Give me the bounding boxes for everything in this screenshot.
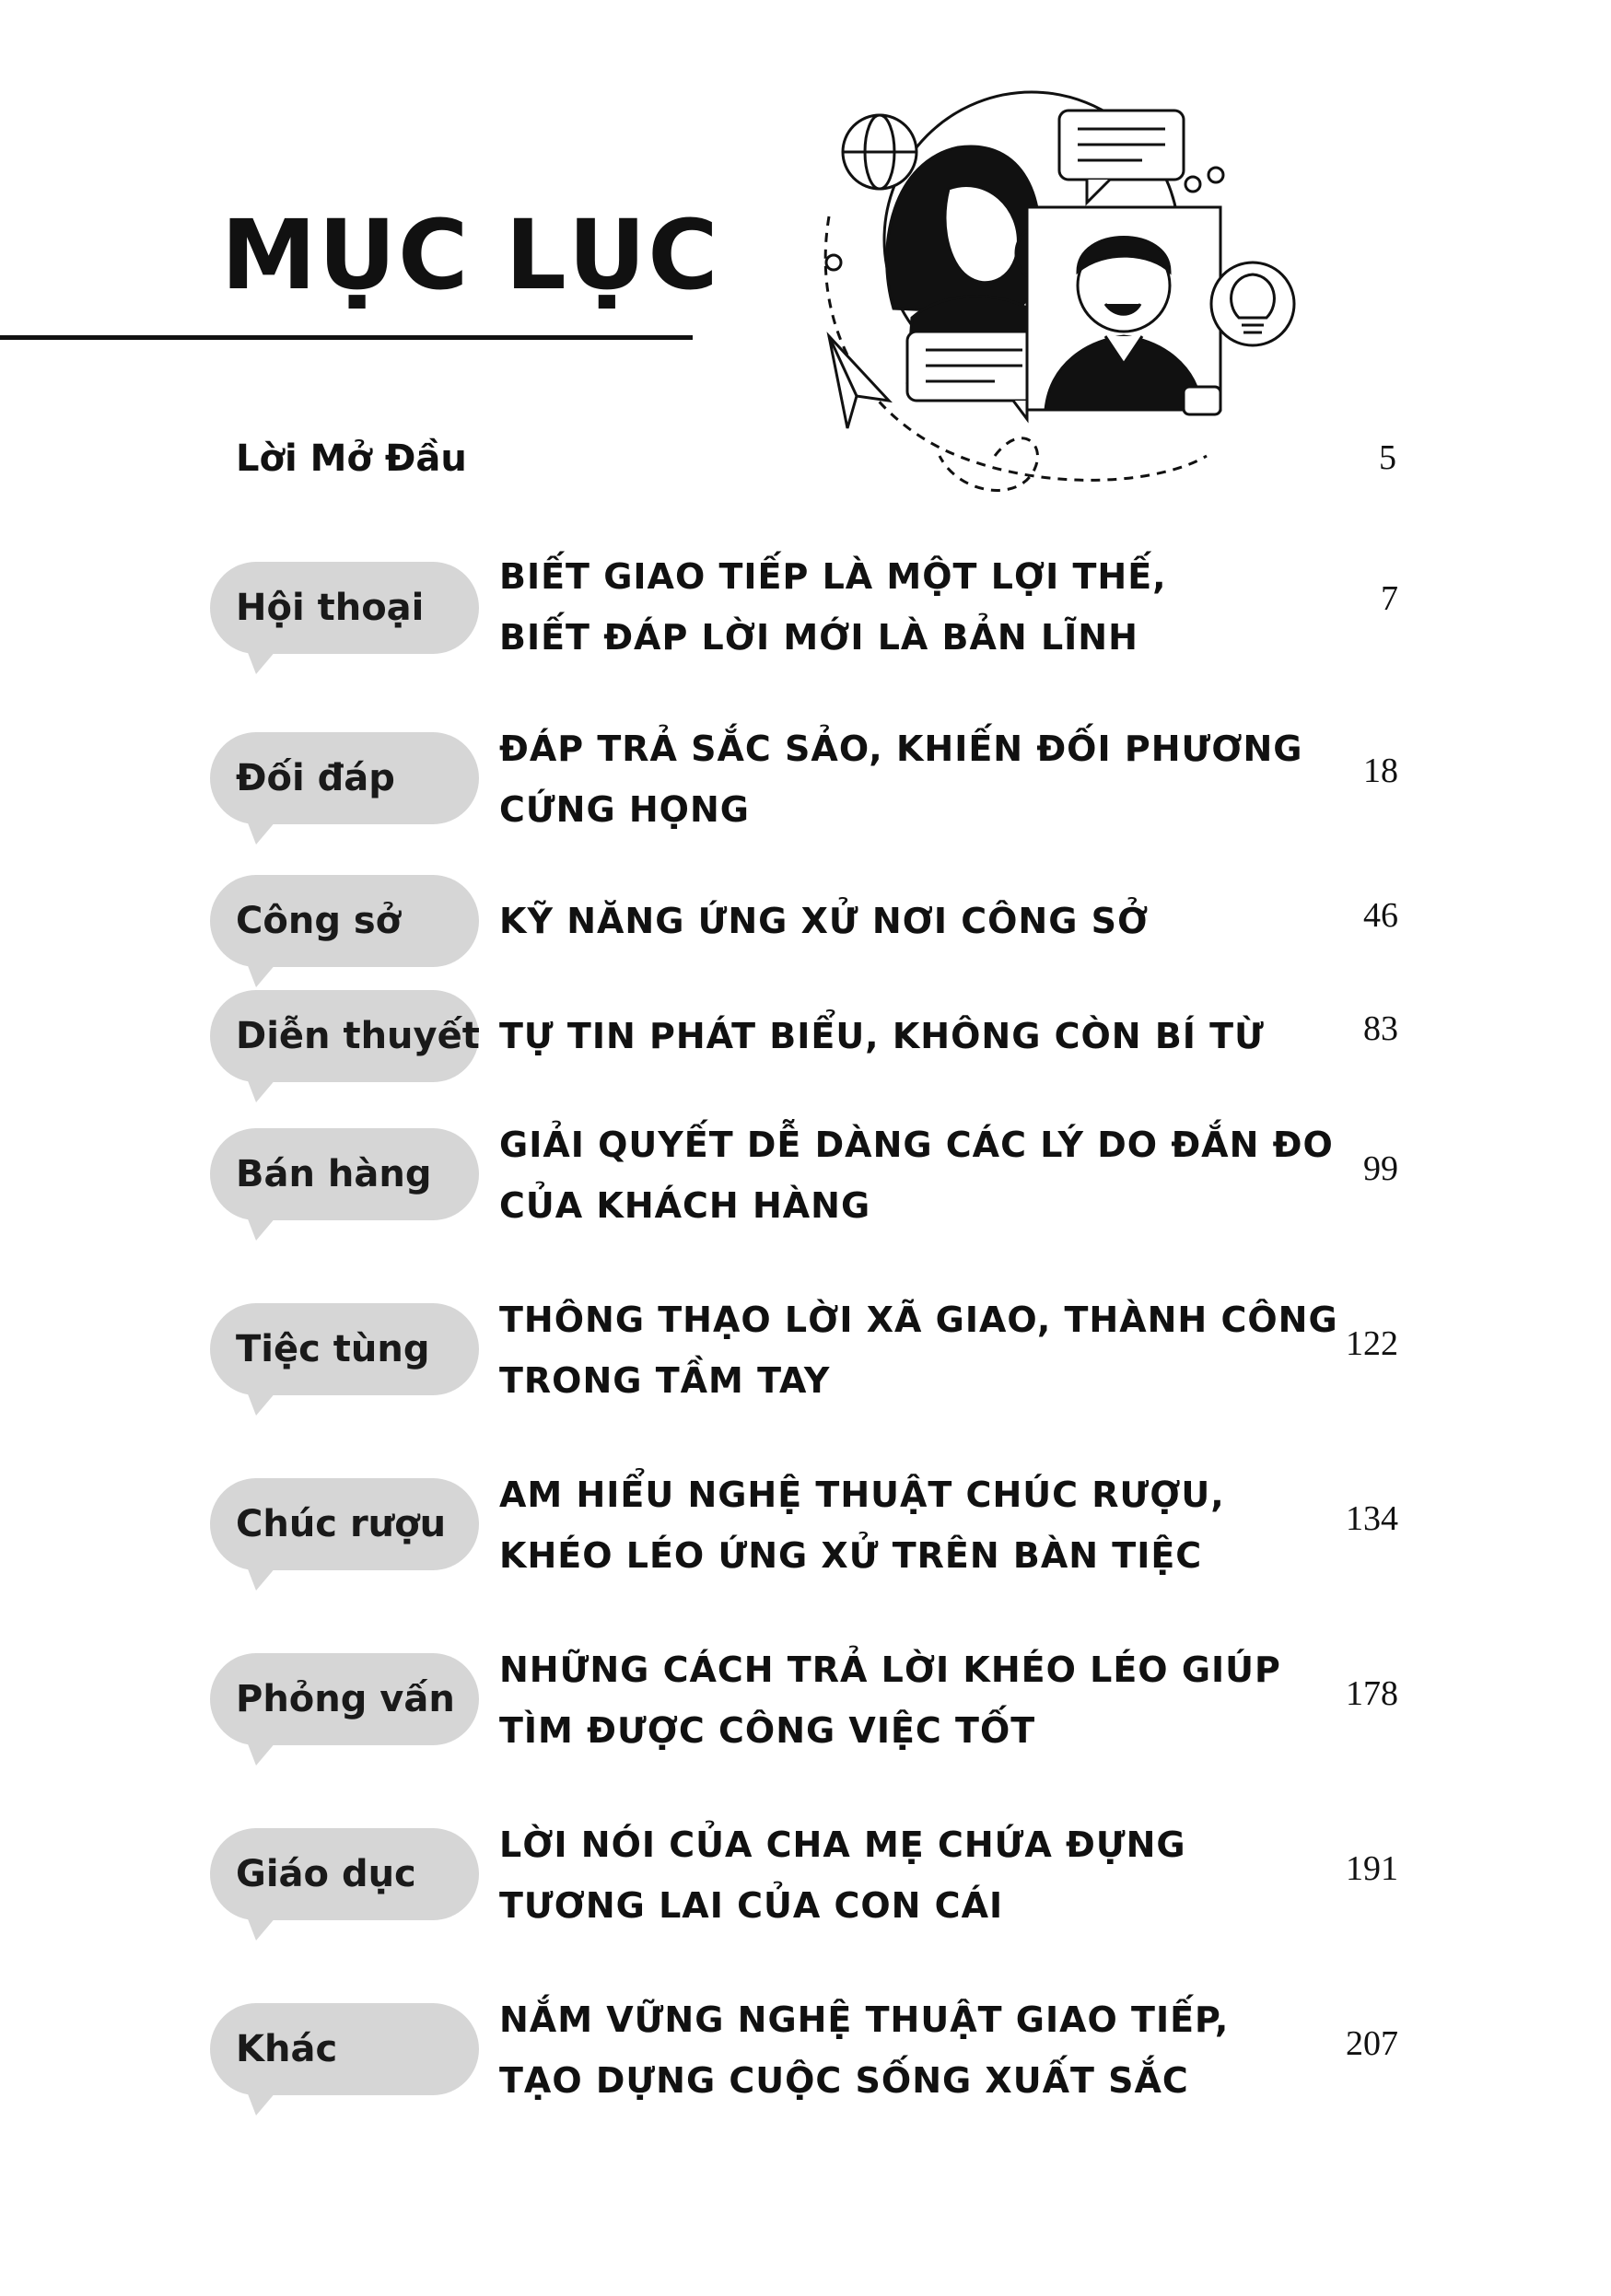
toc-entry[interactable] xyxy=(210,1474,1398,1616)
chapter-title-line: TỰ TIN PHÁT BIỂU, KHÔNG CÒN BÍ TỪ xyxy=(499,1016,1265,1056)
node-dot xyxy=(826,255,841,270)
chapter-page-number: 18 xyxy=(1363,752,1398,790)
chapter-title xyxy=(499,891,1150,951)
chapter-title-line: TÌM ĐƯỢC CÔNG VIỆC TỐT xyxy=(499,1710,1036,1751)
chapter-title-line: LỜI NÓI CỦA CHA MẸ CHỨA ĐỰNG xyxy=(499,1824,1186,1865)
page-title: MỤC LỤC xyxy=(221,199,720,311)
chapter-tag-bubble xyxy=(210,1303,479,1395)
chapter-title-line: GIẢI QUYẾT DỄ DÀNG CÁC LÝ DO ĐẮN ĐO xyxy=(499,1125,1334,1165)
toc-entry[interactable] xyxy=(210,990,1398,1128)
toc-entry[interactable] xyxy=(210,1649,1398,1791)
intro-page-number: 5 xyxy=(1379,438,1396,477)
chapter-title xyxy=(499,1814,1186,1936)
chapter-page-number: 134 xyxy=(1346,1499,1398,1538)
chapter-title xyxy=(499,1639,1281,1761)
chapter-tag-bubble xyxy=(210,1128,479,1220)
chapter-tag-label: Diễn thuyết xyxy=(236,1015,480,1057)
chapter-page-number: 99 xyxy=(1363,1149,1398,1188)
globe-icon xyxy=(843,115,916,189)
chapter-title-line: TƯƠNG LAI CỦA CON CÁI xyxy=(499,1885,1004,1926)
toc-entry[interactable] xyxy=(210,1824,1398,1966)
chapter-page-number: 207 xyxy=(1346,2024,1398,2063)
chapter-tag-label: Đối đáp xyxy=(236,757,395,799)
chapter-title xyxy=(499,1989,1230,2111)
chapter-tag-bubble xyxy=(210,2003,479,2095)
chapter-title-line: ĐÁP TRẢ SẮC SẢO, KHIẾN ĐỐI PHƯƠNG xyxy=(499,728,1303,769)
chapter-page-number: 178 xyxy=(1346,1674,1398,1713)
chapter-tag-bubble xyxy=(210,732,479,824)
chapter-tag-label: Giáo dục xyxy=(236,1853,416,1895)
toc-entry[interactable] xyxy=(210,553,1398,691)
chapter-tag-label: Khác xyxy=(236,2028,338,2070)
title-underline xyxy=(0,335,693,340)
chapter-title-line: CỨNG HỌNG xyxy=(499,789,750,830)
chapter-tag-bubble xyxy=(210,1478,479,1570)
toc-entry[interactable] xyxy=(210,1125,1398,1266)
chapter-title-line: AM HIỂU NGHỆ THUẬT CHÚC RƯỢU, xyxy=(499,1474,1225,1515)
chat-bubble-icon-bottom xyxy=(907,332,1041,419)
chapter-title xyxy=(499,546,1167,668)
chapter-title-line: BIẾT GIAO TIẾP LÀ MỘT LỢI THẾ, xyxy=(499,556,1167,597)
toc-entry[interactable] xyxy=(210,1300,1398,1441)
lightbulb-icon xyxy=(1211,262,1294,345)
chapter-tag-bubble xyxy=(210,875,479,967)
chapter-title-line: NẮM VỮNG NGHỆ THUẬT GIAO TIẾP, xyxy=(499,1999,1230,2040)
toc-entry[interactable] xyxy=(210,1999,1398,2141)
link-dots xyxy=(1185,168,1223,192)
chapter-title-line: TRONG TẦM TAY xyxy=(499,1360,831,1401)
intro-label: Lời Mở Đầu xyxy=(236,437,467,480)
man-figure xyxy=(1027,207,1220,414)
intro-entry[interactable] xyxy=(236,437,1396,493)
chapter-title-line: THÔNG THẠO LỜI XÃ GIAO, THÀNH CÔNG xyxy=(499,1300,1338,1340)
chapter-tag-bubble xyxy=(210,1828,479,1920)
chapter-page-number: 46 xyxy=(1363,896,1398,935)
chat-bubble-icon-top xyxy=(1059,111,1184,203)
chapter-title-line: CỦA KHÁCH HÀNG xyxy=(499,1185,871,1226)
chapter-title xyxy=(499,1006,1265,1066)
chapter-title xyxy=(499,718,1303,840)
chapter-title-line: KỸ NĂNG ỨNG XỬ NƠI CÔNG SỞ xyxy=(499,901,1150,941)
chapter-tag-label: Phỏng vấn xyxy=(236,1678,455,1720)
chapter-title xyxy=(499,1464,1225,1586)
chapter-tag-label: Hội thoại xyxy=(236,587,425,629)
chapter-tag-label: Tiệc tùng xyxy=(236,1328,430,1370)
chapter-title xyxy=(499,1289,1338,1411)
chapter-title-line: TẠO DỰNG CUỘC SỐNG XUẤT SẮC xyxy=(499,2060,1189,2101)
toc-entry[interactable] xyxy=(210,728,1398,866)
chapter-tag-bubble xyxy=(210,990,479,1082)
chapter-page-number: 7 xyxy=(1381,579,1398,618)
chapter-title xyxy=(499,1114,1334,1236)
chapter-page-number: 83 xyxy=(1363,1009,1398,1048)
chapter-page-number: 122 xyxy=(1346,1324,1398,1363)
chapter-title-line: KHÉO LÉO ỨNG XỬ TRÊN BÀN TIỆC xyxy=(499,1535,1203,1576)
chapter-page-number: 191 xyxy=(1346,1849,1398,1888)
chapter-tag-bubble xyxy=(210,562,479,654)
chapter-title-line: BIẾT ĐÁP LỜI MỚI LÀ BẢN LĨNH xyxy=(499,617,1138,658)
chapter-title-line: NHỮNG CÁCH TRẢ LỜI KHÉO LÉO GIÚP xyxy=(499,1649,1281,1690)
paper-plane-icon xyxy=(829,336,889,428)
chapter-tag-label: Chúc rượu xyxy=(236,1503,447,1545)
chapter-tag-bubble xyxy=(210,1653,479,1745)
chapter-tag-label: Bán hàng xyxy=(236,1153,432,1195)
chapter-tag-label: Công sở xyxy=(236,900,402,942)
